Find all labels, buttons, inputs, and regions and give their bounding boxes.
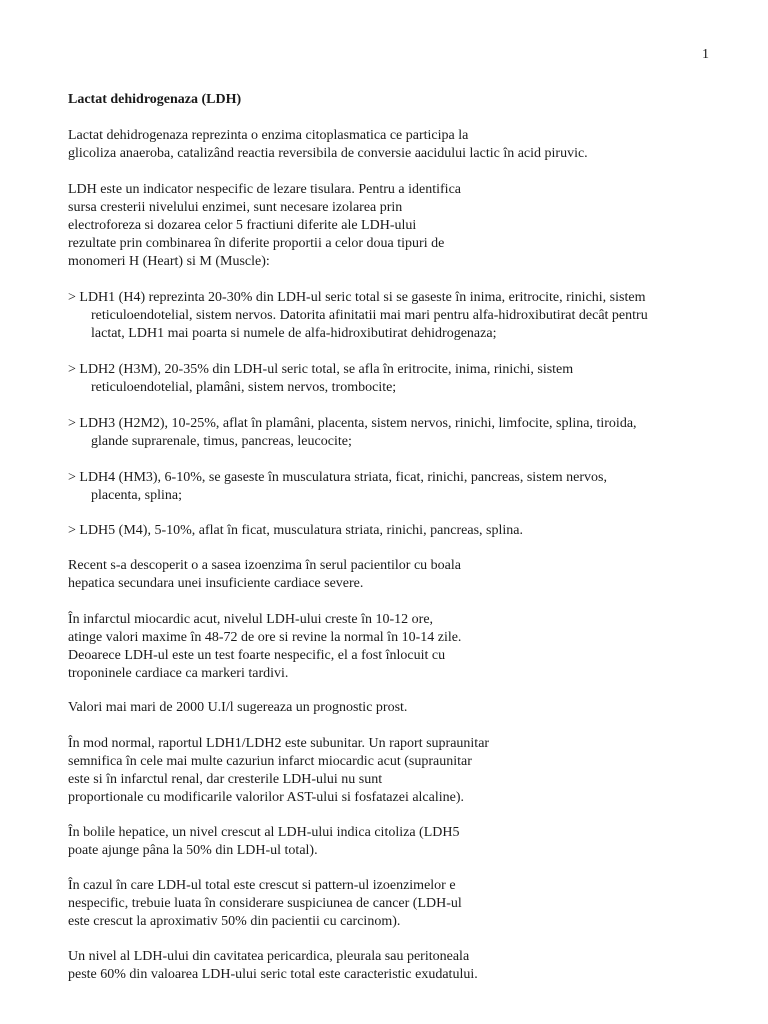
paragraph-line: troponinele cardiace ca markeri tardivi. xyxy=(68,666,289,681)
list-item-ldh2: reticuloendotelial, plamâni, sistem nervos, trombocite; xyxy=(91,380,397,395)
paragraph-line: este si în infarctul renal, dar cresterile LDH-ului nu sunt xyxy=(68,772,383,787)
paragraph-line: Lactat dehidrogenaza reprezinta o enzima citoplasmatica ce participa la xyxy=(68,128,469,143)
list-item-ldh4: > LDH4 (HM3), 6-10%, se gaseste în musculatura striata, ficat, rinichi, pancreas, sistem nervos, xyxy=(68,470,607,485)
paragraph-line: Un nivel al LDH-ului din cavitatea pericardica, pleurala sau peritoneala xyxy=(68,949,470,964)
paragraph-line: glicoliza anaeroba, catalizând reactia reversibila de conversie aacidului lactic în acid piruvic. xyxy=(68,146,588,161)
paragraph-line: semnifica în cele mai multe cazuriun infarct miocardic acut (supraunitar xyxy=(68,754,472,769)
paragraph-line: Valori mai mari de 2000 U.I/l sugereaza un prognostic prost. xyxy=(68,700,408,715)
page-number: 1 xyxy=(702,47,709,62)
list-item-ldh2: > LDH2 (H3M), 20-35% din LDH-ul seric total, se afla în eritrocite, inima, rinichi, sistem xyxy=(68,362,574,377)
paragraph-line: este crescut la aproximativ 50% din pacientii cu carcinom). xyxy=(68,914,401,929)
list-item-ldh1: lactat, LDH1 mai poarta si numele de alfa-hidroxibutirat dehidrogenaza; xyxy=(91,326,497,341)
paragraph-line: hepatica secundara unei insuficiente cardiace severe. xyxy=(68,576,364,591)
paragraph-line: LDH este un indicator nespecific de lezare tisulara. Pentru a identifica xyxy=(68,182,461,197)
paragraph-line: electroforeza si dozarea celor 5 fractiuni diferite ale LDH-ului xyxy=(68,218,417,233)
paragraph-line: monomeri H (Heart) si M (Muscle): xyxy=(68,254,270,269)
list-item-ldh1: > LDH1 (H4) reprezinta 20-30% din LDH-ul seric total si se gaseste în inima, eritrocite, rinichi, sistem xyxy=(68,290,646,305)
paragraph-line: sursa cresterii nivelului enzimei, sunt necesare izolarea prin xyxy=(68,200,403,215)
list-item-ldh5: > LDH5 (M4), 5-10%, aflat în ficat, musculatura striata, rinichi, pancreas, splina. xyxy=(68,523,523,538)
paragraph-line: În infarctul miocardic acut, nivelul LDH-ului creste în 10-12 ore, xyxy=(68,612,434,627)
list-item-ldh4: placenta, splina; xyxy=(91,488,182,503)
paragraph-line: nespecific, trebuie luata în considerare suspiciunea de cancer (LDH-ul xyxy=(68,896,462,911)
paragraph-line: rezultate prin combinarea în diferite proportii a celor doua tipuri de xyxy=(68,236,445,251)
paragraph-line: atinge valori maxime în 48-72 de ore si revine la normal în 10-14 zile. xyxy=(68,630,462,645)
paragraph-line: În mod normal, raportul LDH1/LDH2 este subunitar. Un raport supraunitar xyxy=(68,736,490,751)
paragraph-line: Recent s-a descoperit o a sasea izoenzima în serul pacientilor cu boala xyxy=(68,558,461,573)
list-item-ldh3: > LDH3 (H2M2), 10-25%, aflat în plamâni, placenta, sistem nervos, rinichi, limfocite, splina, tiroida, xyxy=(68,416,637,431)
paragraph-line: În bolile hepatice, un nivel crescut al LDH-ului indica citoliza (LDH5 xyxy=(68,825,460,840)
list-item-ldh1: reticuloendotelial, sistem nervos. Datorita afinitatii mai mari pentru alfa-hidroxibutirat decât pentru xyxy=(91,308,648,323)
document-title: Lactat dehidrogenaza (LDH) xyxy=(68,92,242,107)
paragraph-line: Deoarece LDH-ul este un test foarte nespecific, el a fost înlocuit cu xyxy=(68,648,446,663)
paragraph-line: peste 60% din valoarea LDH-ului seric total este caracteristic exudatului. xyxy=(68,967,478,982)
paragraph-line: poate ajunge pâna la 50% din LDH-ul total). xyxy=(68,843,318,858)
list-item-ldh3: glande suprarenale, timus, pancreas, leucocite; xyxy=(91,434,352,449)
paragraph-line: proportionale cu modificarile valorilor AST-ului si fosfatazei alcaline). xyxy=(68,790,465,805)
paragraph-line: În cazul în care LDH-ul total este crescut si pattern-ul izoenzimelor e xyxy=(68,878,456,893)
